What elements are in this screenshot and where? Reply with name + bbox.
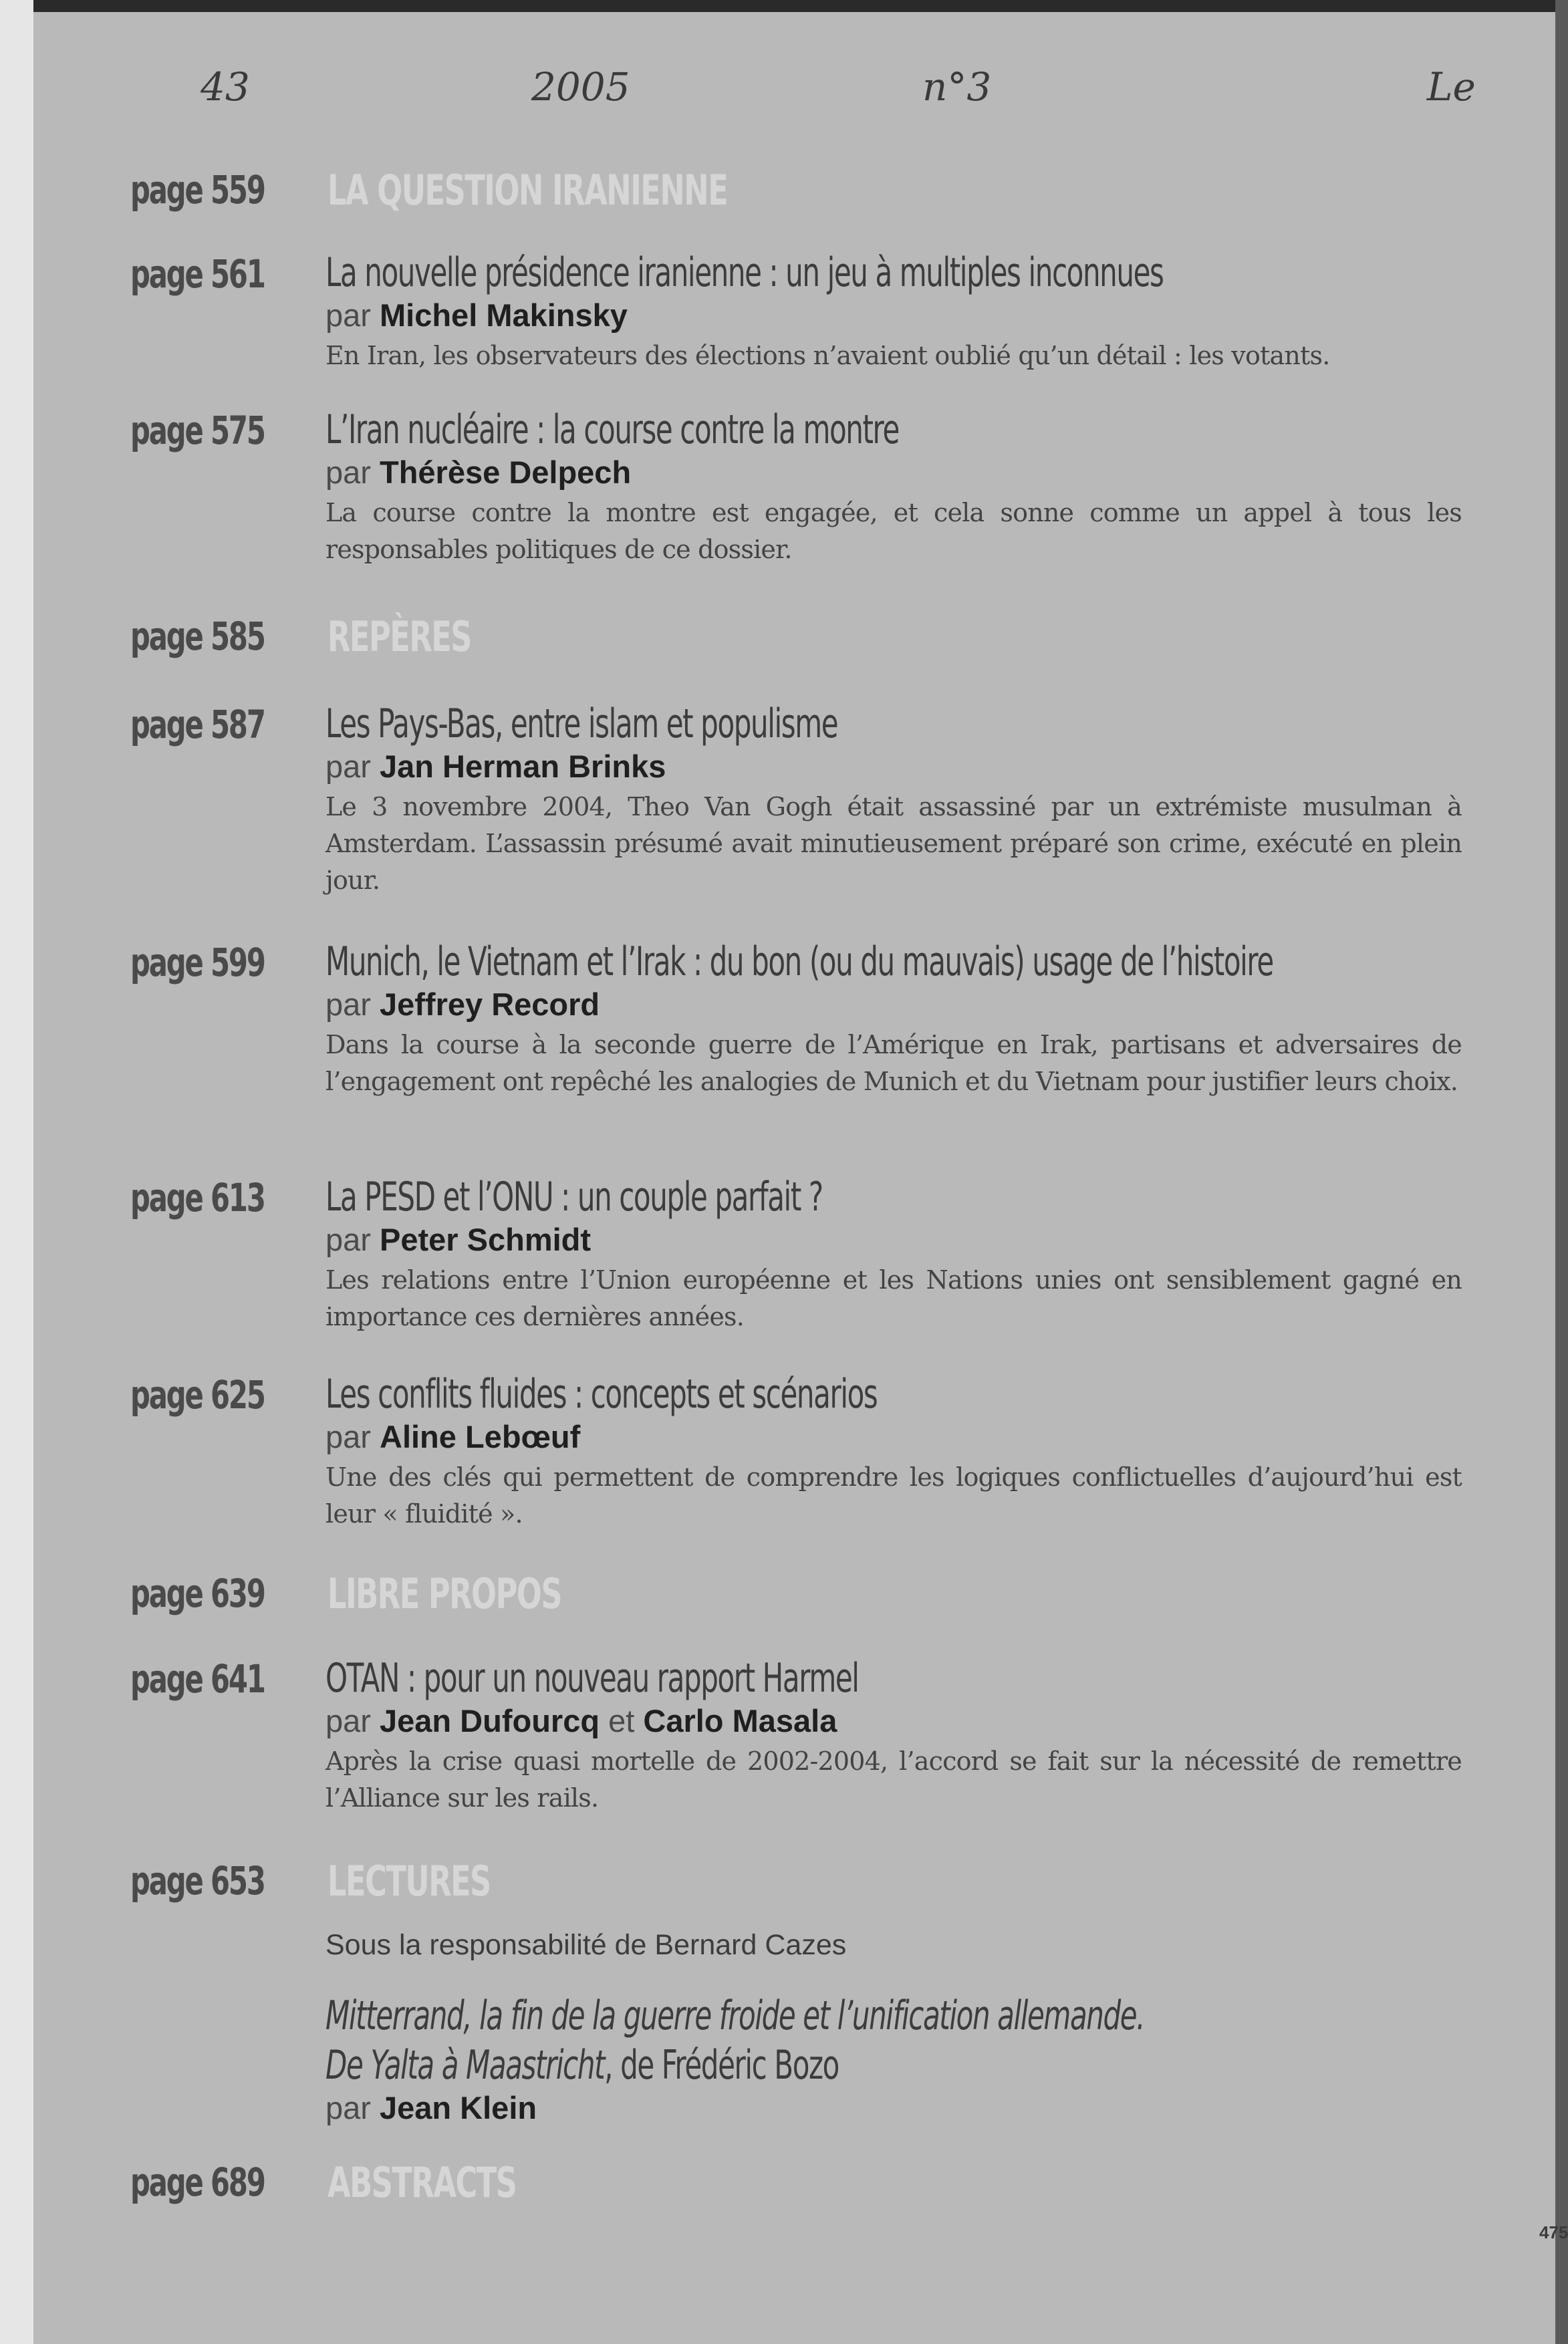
article-byline xyxy=(325,747,1462,786)
article-title: Les Pays-Bas, entre islam et populisme xyxy=(325,700,838,747)
article-title: La nouvelle présidence iranienne : un jeu à multiples inconnues xyxy=(325,249,1164,296)
article-byline xyxy=(325,985,1462,1024)
article-author: Carlo Masala xyxy=(643,1703,837,1738)
article-author: Michel Makinsky xyxy=(380,297,628,333)
article-entry xyxy=(325,700,1462,899)
article-author: Peter Schmidt xyxy=(380,1222,592,1257)
section-title: LECTURES xyxy=(328,1857,491,1906)
folio-page-number: 475 xyxy=(1539,2222,1568,2242)
article-page-number: page 625 xyxy=(130,1372,265,1418)
article-page-number: page 599 xyxy=(130,940,265,985)
article-entry xyxy=(325,938,1462,1100)
review-author: Jean Klein xyxy=(380,2090,537,2125)
article-summary: Une des clés qui permettent de comprendre les logiques conflictuelles d’aujourd’hui est leur « fluidité ». xyxy=(325,1462,1462,1529)
article-byline xyxy=(325,296,1462,335)
article-author: Thérèse Delpech xyxy=(380,454,632,490)
section-page-number: page 639 xyxy=(130,1571,265,1616)
article-title: OTAN : pour un nouveau rapport Harmel xyxy=(325,1655,859,1702)
handwritten-note-3: n°3 xyxy=(922,64,992,110)
section-title: ABSTRACTS xyxy=(328,2158,517,2207)
article-summary: Le 3 novembre 2004, Theo Van Gogh était assassiné par un extrémiste musulman à Amsterdam. L’assassin présumé avait minutieusement préparé son crime, exécuté en plein jour. xyxy=(325,792,1462,895)
book-author: , de Frédéric Bozo xyxy=(604,2042,839,2089)
article-entry xyxy=(325,249,1462,374)
by-prefix: par xyxy=(325,297,371,333)
article-title: L’Iran nucléaire : la course contre la montre xyxy=(325,406,899,453)
section-title: LIBRE PROPOS xyxy=(328,1569,562,1618)
by-prefix: par xyxy=(325,749,371,784)
section-title: REPÈRES xyxy=(328,612,472,661)
and-conjunction: et xyxy=(608,1703,635,1738)
lectures-entry xyxy=(325,1929,1462,2127)
article-page-number: page 561 xyxy=(130,251,265,297)
article-byline xyxy=(325,453,1462,492)
article-author: Aline Lebœuf xyxy=(380,1419,581,1454)
lectures-responsibility: Sous la responsabilité de Bernard Cazes xyxy=(325,1929,847,1961)
by-prefix: par xyxy=(325,2090,371,2125)
article-byline xyxy=(325,1702,1462,1740)
left-page-edge xyxy=(0,0,33,2344)
section-page-number: page 559 xyxy=(130,167,265,213)
book-title-line-1: Mitterrand, la fin de la guerre froide et l’unification allemande. xyxy=(325,1992,1145,2039)
by-prefix: par xyxy=(325,1703,371,1738)
toc-page xyxy=(33,12,1568,2344)
book-subtitle: De Yalta à Maastricht xyxy=(325,2042,605,2089)
article-title: Munich, le Vietnam et l’Irak : du bon (ou du mauvais) usage de l’histoire xyxy=(325,938,1273,985)
article-author: Jean Dufourcq xyxy=(380,1703,600,1738)
article-summary: Après la crise quasi mortelle de 2002-2004, l’accord se fait sur la nécessité de remettre l’Alliance sur les rails. xyxy=(325,1746,1462,1813)
handwritten-note-1: 43 xyxy=(201,64,250,110)
article-title: La PESD et l’ONU : un couple parfait ? xyxy=(325,1174,823,1220)
by-prefix: par xyxy=(325,987,371,1022)
section-title: LA QUESTION IRANIENNE xyxy=(328,166,728,215)
article-summary: Dans la course à la seconde guerre de l’Amérique en Irak, partisans et adversaires de l’engagement ont repêché les analogies de Munich et du Vietnam pour justifier leurs choix. xyxy=(325,1030,1462,1096)
article-entry xyxy=(325,406,1462,568)
handwritten-note-4: Le xyxy=(1427,64,1476,110)
article-byline xyxy=(325,1418,1462,1456)
section-page-number: page 653 xyxy=(130,1858,265,1904)
article-title: Les conflits fluides : concepts et scénarios xyxy=(325,1371,878,1418)
article-summary: En Iran, les observateurs des élections n’avaient oublié qu’un détail : les votants. xyxy=(325,341,1330,370)
book-title-line-2 xyxy=(325,2042,1121,2089)
article-author: Jeffrey Record xyxy=(380,987,600,1022)
article-page-number: page 641 xyxy=(130,1656,265,1702)
section-page-number: page 689 xyxy=(130,2160,265,2205)
by-prefix: par xyxy=(325,1419,371,1454)
handwritten-note-2: 2005 xyxy=(531,64,630,110)
article-page-number: page 587 xyxy=(130,702,265,747)
review-byline xyxy=(325,2089,1462,2127)
article-byline xyxy=(325,1220,1462,1259)
article-summary: Les relations entre l’Union européenne et les Nations unies ont sensiblement gagné en importance ces dernières années. xyxy=(325,1265,1462,1331)
article-page-number: page 575 xyxy=(130,408,265,453)
section-page-number: page 585 xyxy=(130,614,265,659)
by-prefix: par xyxy=(325,1222,371,1257)
article-entry xyxy=(325,1655,1462,1817)
article-entry xyxy=(325,1371,1462,1533)
by-prefix: par xyxy=(325,454,371,490)
article-summary: La course contre la montre est engagée, et cela sonne comme un appel à tous les responsables politiques de ce dossier. xyxy=(325,498,1462,564)
article-page-number: page 613 xyxy=(130,1175,265,1220)
article-author: Jan Herman Brinks xyxy=(380,749,666,784)
article-entry xyxy=(325,1174,1462,1335)
